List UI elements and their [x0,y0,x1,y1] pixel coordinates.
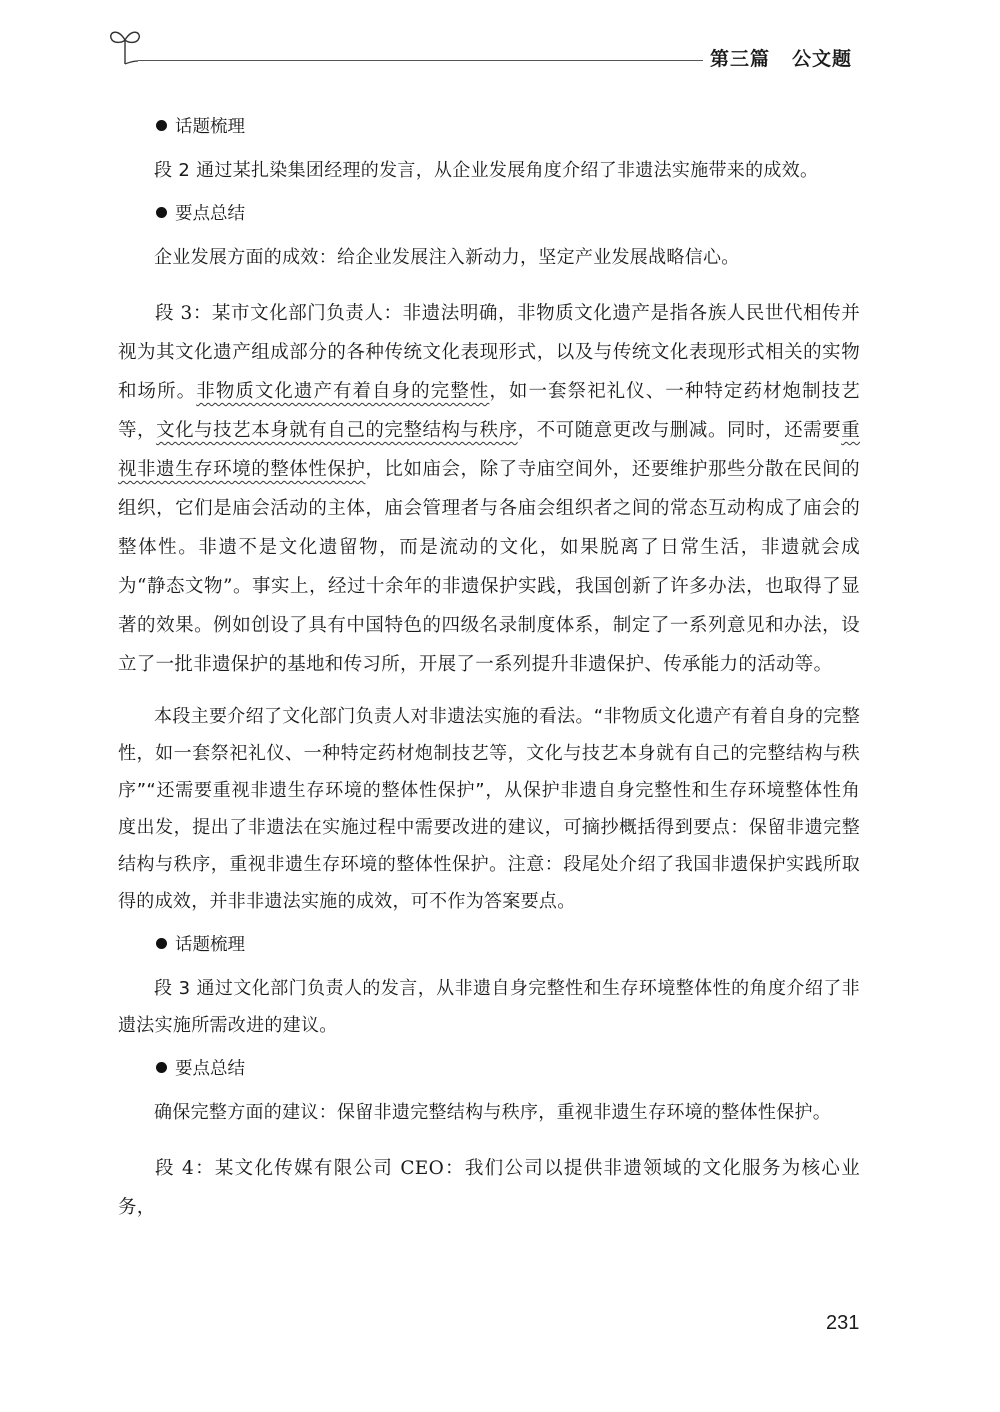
bullet-dot-icon [156,938,167,949]
paragraph-4: 段 4：某文化传媒有限公司 CEO：我们公司以提供非遗领域的文化服务为核心业务， [118,1158,860,1218]
topic-heading-1: 话题梳理 [156,112,860,142]
bullet-dot-icon [156,207,167,218]
page-header [0,0,1000,80]
topic-heading-2: 话题梳理 [156,930,860,960]
topic-text-1: 段 2 通过某扎染集团经理的发言，从企业发展角度介绍了非遗法实施带来的成效。 [154,160,819,181]
sprout-icon [108,24,142,66]
summary-heading-2: 要点总结 [156,1054,860,1084]
underlined-phrase: 重视非遗生存环境的整体性保护 [118,420,860,480]
underlined-phrase: 文化与技艺本身就有自己的完整结构与秩序 [156,420,518,441]
header-title [710,44,852,71]
summary-heading-1: 要点总结 [156,199,860,229]
page-number: 231 [826,1312,860,1334]
bullet-dot-icon [156,1062,167,1073]
page-body [118,112,860,1227]
header-category: 公文题 [792,48,853,70]
header-section: 第三篇 [710,48,771,70]
paragraph-3: 段 3：某市文化部门负责人：非遗法明确，非物质文化遗产是指各族人民世代相传并视为其文化遗产组成部分的各种传统文化表现形式，以及与传统文化表现形式相关的实物和场所。非物质文化遗产有着自身的完整性，如一套祭祀礼仪、一种特定药材炮制技艺等，文化与技艺本身就有自己的完整结构与秩序，不可随意更改与删减。同时，还需要重视非遗生存环境的整体性保护，比如庙会，除了寺庙空间外，还要维护那些分散在民间的组织，它们是庙会活动的主体，庙会管理者与各庙会组织者之间的常态互动构成了庙会的整体性。非遗不是文化遗留物，而是流动的文化，如果脱离了日常生活，非遗就会成为“静态文物”。事实上，经过十余年的非遗保护实践，我国创新了许多办法，也取得了显著的效果。例如创设了具有中国特色的四级名录制度体系，制定了一系列意见和办法，设立了一批非遗保护的基地和传习所，开展了一系列提升非遗保护、传承能力的活动等。 [118,303,860,675]
topic-text-2: 段 3 通过文化部门负责人的发言，从非遗自身完整性和生存环境整体性的角度介绍了非遗法实施所需改进的建议。 [118,978,860,1036]
header-rule [138,60,703,61]
bullet-dot-icon [156,120,167,131]
analysis-paragraph: 本段主要介绍了文化部门负责人对非遗法实施的看法。“非物质文化遗产有着自身的完整性，如一套祭祀礼仪、一种特定药材炮制技艺等，文化与技艺本身就有自己的完整结构与秩序”“还需要重视非遗生存环境的整体性保护”，从保护非遗自身完整性和生存环境整体性角度出发，提出了非遗法在实施过程中需要改进的建议，可摘抄概括得到要点：保留非遗完整结构与秩序，重视非遗生存环境的整体性保护。注意：段尾处介绍了我国非遗保护实践所取得的成效，并非非遗法实施的成效，可不作为答案要点。 [118,706,860,912]
summary-text-2: 确保完整方面的建议：保留非遗完整结构与秩序，重视非遗生存环境的整体性保护。 [154,1102,832,1123]
underlined-phrase: 非物质文化遗产有着自身的完整性 [196,381,490,402]
summary-text-1: 企业发展方面的成效：给企业发展注入新动力，坚定产业发展战略信心。 [154,247,740,268]
